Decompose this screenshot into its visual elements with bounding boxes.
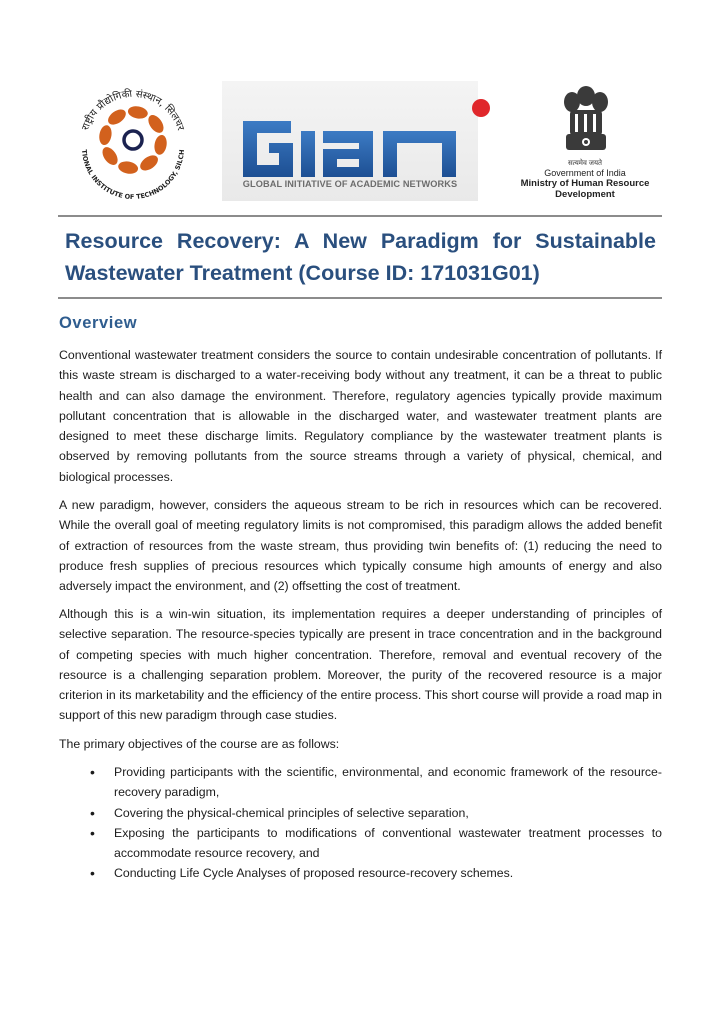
objective-item	[88, 803, 662, 823]
bullet-icon: •	[90, 865, 95, 882]
bullet-icon: •	[90, 804, 95, 821]
gian-red-dot	[472, 99, 490, 117]
nit-petals	[98, 105, 168, 175]
ministry-name-line1: Ministry of Human Resource	[520, 178, 650, 189]
overview-heading: Overview	[59, 314, 138, 332]
objective-text: Exposing the participants to modifications of conventional wastewater treatment processes to accommodate resource recovery, and	[114, 825, 662, 861]
nit-silchar-logo	[68, 78, 198, 204]
course-title-line1: Resource Recovery: A New Paradigm for Sustainable	[65, 229, 656, 253]
objective-text: Covering the physical-chemical principles of selective separation,	[114, 805, 469, 820]
nit-hindi-text: राष्ट्रीय प्रौद्योगिकी संस्थान, सिलचर	[80, 88, 186, 132]
gian-logo	[222, 81, 478, 201]
bullet-icon: •	[90, 764, 95, 780]
overview-paragraph-3: Although this is a win-win situation, its implementation requires a deeper understanding of principles of selective separation. The resource-species typically are present in trace concentration and in the background of competing species with much higher concentration. Therefore, removal and eventual recovery of the resource is a challenging separation problem. Moreover, the purity of the recovered resource is a major criterion in its marketability and the efficiency of the entire process. This short course will provide a road map in support of this new paradigm through case studies.	[59, 607, 662, 723]
gian-tagline: GLOBAL INITIATIVE OF ACADEMIC NETWORKS	[242, 179, 458, 189]
nit-english-text: TIONAL INSTITUTE OF TECHNOLOGY, SILCH	[79, 149, 187, 202]
title-rule-bottom	[58, 297, 662, 299]
overview-paragraph-2: A new paradigm, however, considers the aqueous stream to be rich in resources which can be recovered. While the overall goal of meeting regulatory limits is not compromised, this paradigm allows the added benefit of extraction of resources from the waste stream, thus providing twin benefits of: (1) reducing the need to produce fresh supplies of precious resources which typically consume high amounts of energy and also adversely impact the environment, and (2) offsetting the cost of treatment.	[59, 498, 662, 594]
objective-item	[88, 863, 662, 883]
overview-paragraph-1: Conventional wastewater treatment considers the source to contain undesirable concentration of pollutants. If this waste stream is discharged to a water-receiving body without any treatment, it can be a threat to public health and can also damage the environment. Therefore, regulatory agencies typically provide maximum pollutant concentration that is allowable in the discharged water, and wastewater treatment plants are designed to meet these discharge limits. Regulatory compliance by the wastewater treatment plants is observed by removing pollutants from the source streams through a variety of physical, chemical, and biological processes.	[59, 348, 662, 484]
gov-motto: सत्यमेव जयते	[567, 160, 603, 167]
government-of-india-logo	[508, 78, 662, 204]
objectives-intro: The primary objectives of the course are as follows:	[59, 737, 340, 751]
nit-ring	[124, 131, 142, 149]
logo-banner	[58, 78, 662, 204]
course-title-line2: Wastewater Treatment (Course ID: 171031G01)	[65, 261, 540, 285]
objectives-list	[88, 762, 662, 884]
objective-item	[88, 823, 662, 864]
objective-text: Providing participants with the scientific, environmental, and economic framework of the resource-recovery paradigm,	[114, 765, 662, 800]
ashoka-emblem-icon	[560, 82, 612, 160]
ministry-name-line2: Development	[555, 189, 615, 200]
bullet-icon: •	[90, 824, 95, 841]
gov-name: Government of India	[544, 168, 626, 178]
objective-text: Conducting Life Cycle Analyses of proposed resource-recovery schemes.	[114, 866, 514, 881]
course-title	[65, 225, 656, 289]
gian-wordmark	[243, 117, 458, 179]
objective-item	[88, 762, 662, 803]
title-rule-top	[58, 215, 662, 217]
